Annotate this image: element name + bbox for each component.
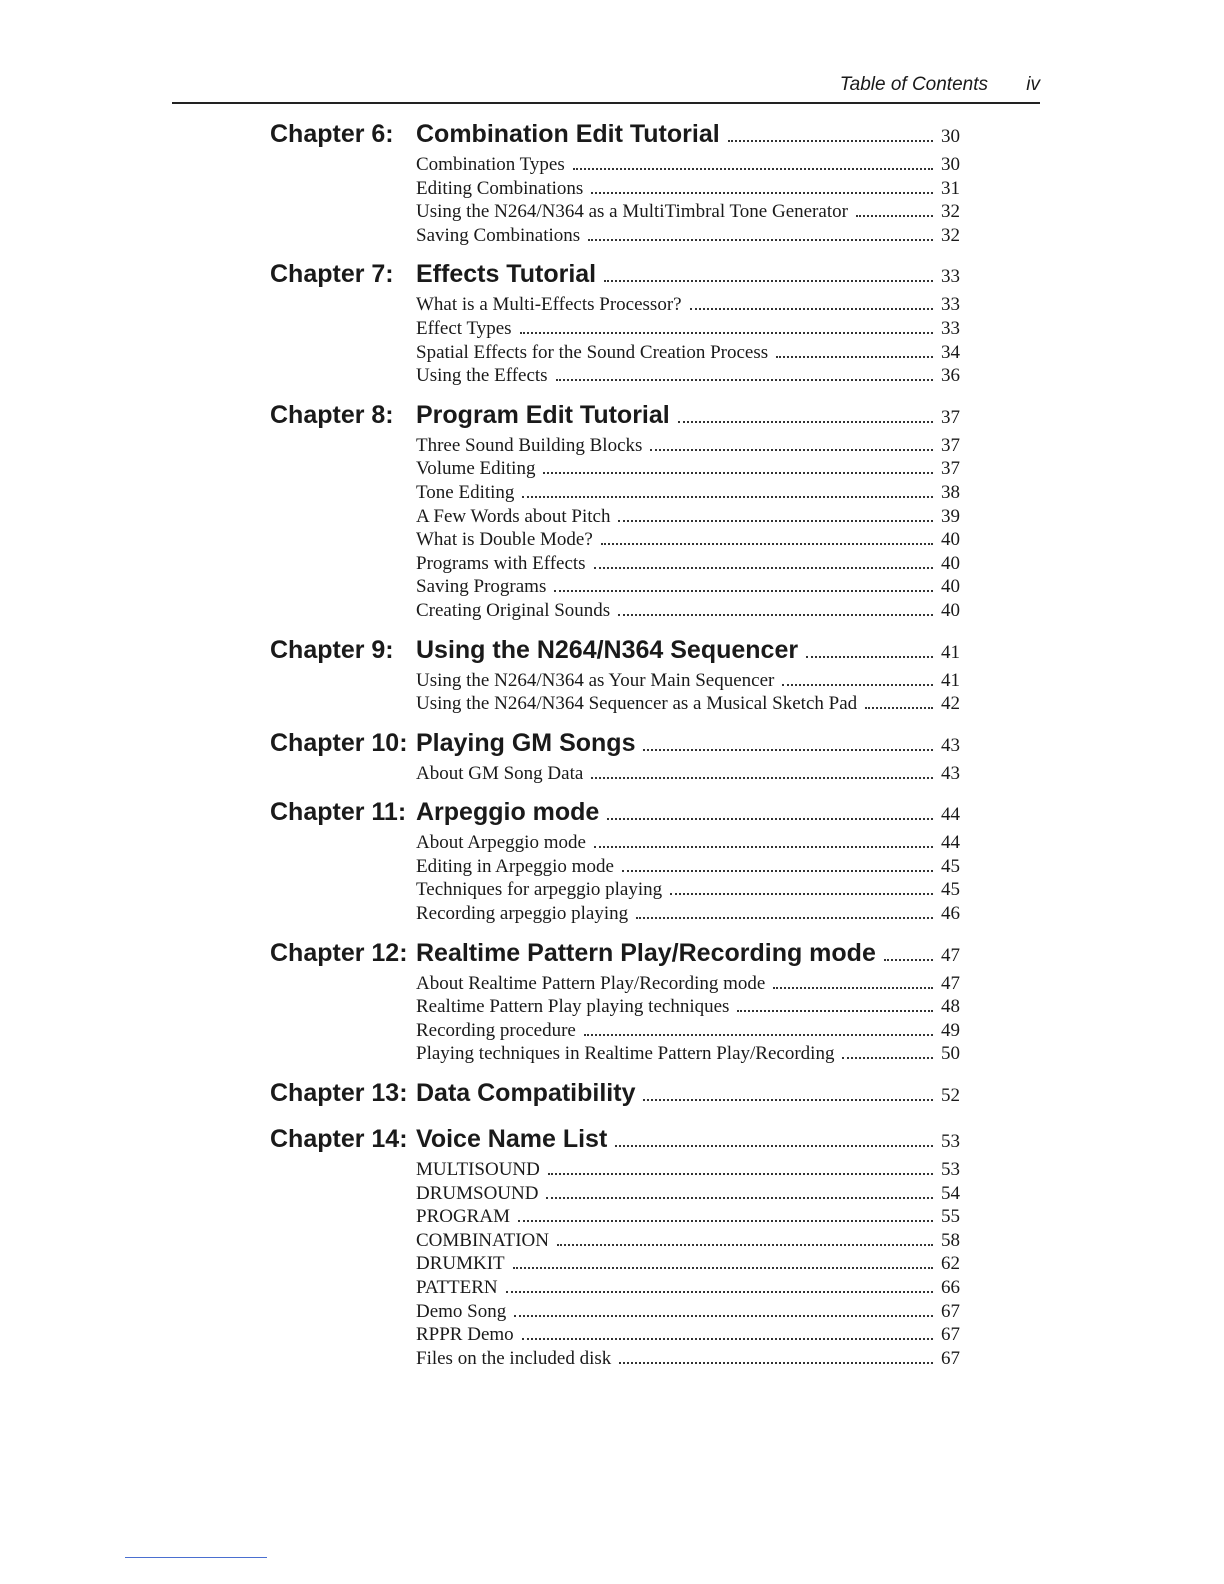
section-title: What is a Multi-Effects Processor? xyxy=(416,294,682,316)
section-page-number: 32 xyxy=(941,201,960,223)
section-title: Demo Song xyxy=(416,1300,507,1322)
dot-leader xyxy=(806,646,933,658)
section-entry[interactable] xyxy=(416,1043,960,1067)
section-title: Volume Editing xyxy=(416,458,536,480)
dot-leader xyxy=(513,1261,933,1269)
dot-leader xyxy=(678,411,933,423)
dot-leader xyxy=(543,466,933,474)
section-entry[interactable] xyxy=(416,529,960,553)
section-title: Recording arpeggio playing xyxy=(416,903,629,925)
chapter-page-number: 30 xyxy=(941,126,960,147)
section-title: Using the Effects xyxy=(416,365,548,387)
dot-leader xyxy=(737,1004,933,1012)
section-page-number: 67 xyxy=(941,1347,960,1369)
chapter-label: Chapter 12: xyxy=(270,938,408,967)
section-page-number: 67 xyxy=(941,1324,960,1346)
chapter-page-number: 52 xyxy=(941,1085,960,1107)
section-entry[interactable] xyxy=(416,553,960,577)
dot-leader xyxy=(842,1051,933,1059)
chapter-heading-row[interactable] xyxy=(270,1125,960,1159)
section-entry[interactable] xyxy=(416,576,960,600)
section-title: Spatial Effects for the Sound Creation Process xyxy=(416,341,769,363)
dot-leader xyxy=(518,1214,933,1222)
section-entry[interactable] xyxy=(416,879,960,903)
section-entry[interactable] xyxy=(416,435,960,459)
dot-leader xyxy=(650,443,933,451)
dot-leader xyxy=(591,771,933,779)
chapter-entry xyxy=(270,636,960,717)
section-title: Editing Combinations xyxy=(416,177,584,199)
section-title: Tone Editing xyxy=(416,481,515,503)
section-page-number: 30 xyxy=(941,154,960,175)
chapter-title: Realtime Pattern Play/Recording mode xyxy=(416,938,876,967)
section-list xyxy=(416,973,960,1067)
section-list xyxy=(416,670,960,717)
section-entry[interactable] xyxy=(416,832,960,856)
section-page-number: 50 xyxy=(941,1043,960,1065)
section-title: Files on the included disk xyxy=(416,1347,612,1369)
chapter-heading-row[interactable] xyxy=(270,729,960,763)
section-title: COMBINATION xyxy=(416,1229,549,1251)
chapter-title: Arpeggio mode xyxy=(416,798,600,827)
section-page-number: 37 xyxy=(941,434,960,456)
dot-leader xyxy=(607,808,933,820)
section-page-number: 31 xyxy=(941,177,960,199)
dot-leader xyxy=(776,350,933,358)
section-list xyxy=(416,763,960,787)
chapter-heading-row[interactable] xyxy=(270,401,960,435)
section-page-number: 47 xyxy=(941,972,960,994)
section-page-number: 33 xyxy=(941,317,960,339)
dot-leader xyxy=(522,490,933,498)
section-entry[interactable] xyxy=(416,1277,960,1301)
chapter-entry xyxy=(270,401,960,624)
section-entry[interactable] xyxy=(416,342,960,366)
dot-leader xyxy=(548,1167,933,1175)
dot-leader xyxy=(604,270,933,282)
section-title: Using the N264/N364 as Your Main Sequencer xyxy=(416,669,775,691)
section-page-number: 67 xyxy=(941,1300,960,1322)
section-page-number: 37 xyxy=(941,458,960,480)
chapter-label: Chapter 7: xyxy=(270,260,394,289)
section-title: RPPR Demo xyxy=(416,1324,514,1346)
chapter-label: Chapter 13: xyxy=(270,1079,408,1108)
section-title: A Few Words about Pitch xyxy=(416,505,611,527)
section-page-number: 45 xyxy=(941,855,960,877)
section-title: Playing techniques in Realtime Pattern Play/Recording xyxy=(416,1043,835,1065)
dot-leader xyxy=(782,678,933,686)
section-entry[interactable] xyxy=(416,1206,960,1230)
chapter-page-number: 47 xyxy=(941,944,960,966)
dot-leader xyxy=(594,561,933,569)
section-entry[interactable] xyxy=(416,294,960,318)
chapter-page-number: 41 xyxy=(941,641,960,663)
chapter-page-number: 53 xyxy=(941,1131,960,1153)
section-title: Techniques for arpeggio playing xyxy=(416,879,663,901)
section-title: About Realtime Pattern Play/Recording mode xyxy=(416,972,766,994)
section-entry[interactable] xyxy=(416,506,960,530)
section-title: Realtime Pattern Play playing techniques xyxy=(416,996,730,1018)
section-page-number: 40 xyxy=(941,552,960,574)
page-header xyxy=(172,72,1040,104)
section-page-number: 66 xyxy=(941,1277,960,1298)
section-list xyxy=(416,154,960,248)
section-title: DRUMSOUND xyxy=(416,1182,539,1204)
section-page-number: 33 xyxy=(941,294,960,316)
section-page-number: 36 xyxy=(941,365,960,387)
section-title: PATTERN xyxy=(416,1277,498,1298)
dot-leader xyxy=(557,1238,933,1246)
chapter-title: Effects Tutorial xyxy=(416,260,597,289)
section-entry[interactable] xyxy=(416,973,960,997)
section-title: DRUMKIT xyxy=(416,1253,505,1275)
section-page-number: 40 xyxy=(941,529,960,551)
dot-leader xyxy=(618,608,933,616)
dot-leader xyxy=(618,514,933,522)
chapter-label: Chapter 8: xyxy=(270,400,394,429)
chapter-title: Playing GM Songs xyxy=(416,728,636,757)
chapter-label: Chapter 11: xyxy=(270,798,407,827)
section-page-number: 45 xyxy=(941,879,960,901)
section-page-number: 53 xyxy=(941,1159,960,1181)
section-entry[interactable] xyxy=(416,1253,960,1277)
section-entry[interactable] xyxy=(416,201,960,225)
dot-leader xyxy=(865,701,933,709)
section-entry[interactable] xyxy=(416,482,960,506)
dot-leader xyxy=(554,584,933,592)
dot-leader xyxy=(546,1191,933,1199)
section-title: Saving Programs xyxy=(416,576,547,598)
chapter-title: Program Edit Tutorial xyxy=(416,400,670,429)
chapter-entry xyxy=(270,939,960,1067)
section-page-number: 49 xyxy=(941,1019,960,1041)
section-page-number: 62 xyxy=(941,1253,960,1275)
section-title: What is Double Mode? xyxy=(416,529,593,551)
section-entry[interactable] xyxy=(416,693,960,717)
chapter-heading-row[interactable] xyxy=(270,120,960,154)
dot-leader xyxy=(728,130,933,142)
section-page-number: 39 xyxy=(941,505,960,527)
section-entry[interactable] xyxy=(416,670,960,694)
dot-leader xyxy=(591,186,933,194)
section-entry[interactable] xyxy=(416,763,960,787)
section-entry[interactable] xyxy=(416,1183,960,1207)
section-page-number: 40 xyxy=(941,576,960,598)
chapter-heading-row[interactable] xyxy=(270,636,960,670)
header-page-number: iv xyxy=(1026,74,1040,95)
section-page-number: 44 xyxy=(941,832,960,854)
section-page-number: 48 xyxy=(941,996,960,1018)
chapter-entry xyxy=(270,1125,960,1371)
dot-leader xyxy=(622,864,933,872)
chapter-entry xyxy=(270,120,960,248)
section-title: Programs with Effects xyxy=(416,552,586,574)
chapter-heading-row[interactable] xyxy=(270,798,960,832)
dot-leader xyxy=(643,739,933,751)
dot-leader xyxy=(643,1089,933,1101)
dot-leader xyxy=(520,326,933,334)
section-entry[interactable] xyxy=(416,1159,960,1183)
section-title: Three Sound Building Blocks xyxy=(416,434,643,456)
chapter-label: Chapter 14: xyxy=(270,1125,408,1154)
section-entry[interactable] xyxy=(416,225,960,249)
chapter-title: Combination Edit Tutorial xyxy=(416,120,720,148)
section-page-number: 41 xyxy=(941,669,960,691)
section-list xyxy=(416,1159,960,1371)
chapter-label: Chapter 6: xyxy=(270,120,394,148)
section-entry[interactable] xyxy=(416,1301,960,1325)
section-entry[interactable] xyxy=(416,600,960,624)
dot-leader xyxy=(884,949,933,961)
section-entry[interactable] xyxy=(416,1348,960,1372)
section-page-number: 40 xyxy=(941,599,960,621)
chapter-page-number: 44 xyxy=(941,804,960,826)
dot-leader xyxy=(636,911,933,919)
section-page-number: 43 xyxy=(941,762,960,784)
section-page-number: 34 xyxy=(941,341,960,363)
chapter-title: Using the N264/N364 Sequencer xyxy=(416,635,799,664)
chapter-entry xyxy=(270,1079,960,1113)
section-page-number: 55 xyxy=(941,1206,960,1228)
chapter-entry xyxy=(270,798,960,926)
section-page-number: 32 xyxy=(941,224,960,246)
section-title: Recording procedure xyxy=(416,1019,576,1041)
section-entry[interactable] xyxy=(416,178,960,202)
section-entry[interactable] xyxy=(416,1324,960,1348)
section-title: Editing in Arpeggio mode xyxy=(416,855,614,877)
section-page-number: 54 xyxy=(941,1182,960,1204)
section-title: Effect Types xyxy=(416,317,512,339)
section-title: Combination Types xyxy=(416,154,565,175)
chapter-heading-row[interactable] xyxy=(270,260,960,294)
section-list xyxy=(416,832,960,926)
dot-leader xyxy=(522,1332,933,1340)
section-page-number: 38 xyxy=(941,481,960,503)
chapter-label: Chapter 10: xyxy=(270,728,408,757)
section-entry[interactable] xyxy=(416,856,960,880)
section-entry[interactable] xyxy=(416,458,960,482)
dot-leader xyxy=(690,302,933,310)
section-title: Using the N264/N364 Sequencer as a Musical Sketch Pad xyxy=(416,693,858,715)
section-list xyxy=(416,435,960,624)
dot-leader xyxy=(584,1028,933,1036)
dot-leader xyxy=(573,162,933,170)
section-entry[interactable] xyxy=(416,154,960,178)
dot-leader xyxy=(601,537,933,545)
section-title: About GM Song Data xyxy=(416,762,584,784)
dot-leader xyxy=(556,373,933,381)
chapter-page-number: 33 xyxy=(941,266,960,288)
dot-leader xyxy=(856,209,933,217)
dot-leader xyxy=(506,1285,933,1293)
section-entry[interactable] xyxy=(416,365,960,389)
dot-leader xyxy=(594,840,933,848)
header-title: Table of Contents xyxy=(839,74,988,95)
dot-leader xyxy=(619,1356,933,1364)
dot-leader xyxy=(588,233,933,241)
chapter-title: Voice Name List xyxy=(416,1125,608,1154)
table-of-contents xyxy=(270,120,960,1383)
chapter-page-number: 43 xyxy=(941,734,960,756)
section-list xyxy=(416,294,960,388)
dot-leader xyxy=(773,981,933,989)
section-page-number: 42 xyxy=(941,693,960,715)
chapter-entry xyxy=(270,260,960,388)
dot-leader xyxy=(514,1309,933,1317)
section-entry[interactable] xyxy=(416,903,960,927)
chapter-label: Chapter 9: xyxy=(270,635,394,664)
dot-leader xyxy=(670,887,933,895)
section-title: Creating Original Sounds xyxy=(416,599,611,621)
section-page-number: 46 xyxy=(941,903,960,925)
chapter-page-number: 37 xyxy=(941,406,960,428)
chapter-heading-row[interactable] xyxy=(270,1079,960,1113)
chapter-heading-row[interactable] xyxy=(270,939,960,973)
section-page-number: 58 xyxy=(941,1229,960,1251)
dot-leader xyxy=(615,1135,933,1147)
section-entry[interactable] xyxy=(416,1230,960,1254)
section-title: Saving Combinations xyxy=(416,224,581,246)
section-title: Using the N264/N364 as a MultiTimbral Tone Generator xyxy=(416,201,848,223)
section-title: MULTISOUND xyxy=(416,1159,540,1181)
section-title: PROGRAM xyxy=(416,1206,510,1228)
chapter-title: Data Compatibility xyxy=(416,1079,636,1108)
section-entry[interactable] xyxy=(416,318,960,342)
section-entry[interactable] xyxy=(416,1020,960,1044)
footer-rule xyxy=(125,1557,267,1558)
section-entry[interactable] xyxy=(416,996,960,1020)
chapter-entry xyxy=(270,729,960,787)
section-title: About Arpeggio mode xyxy=(416,832,586,854)
